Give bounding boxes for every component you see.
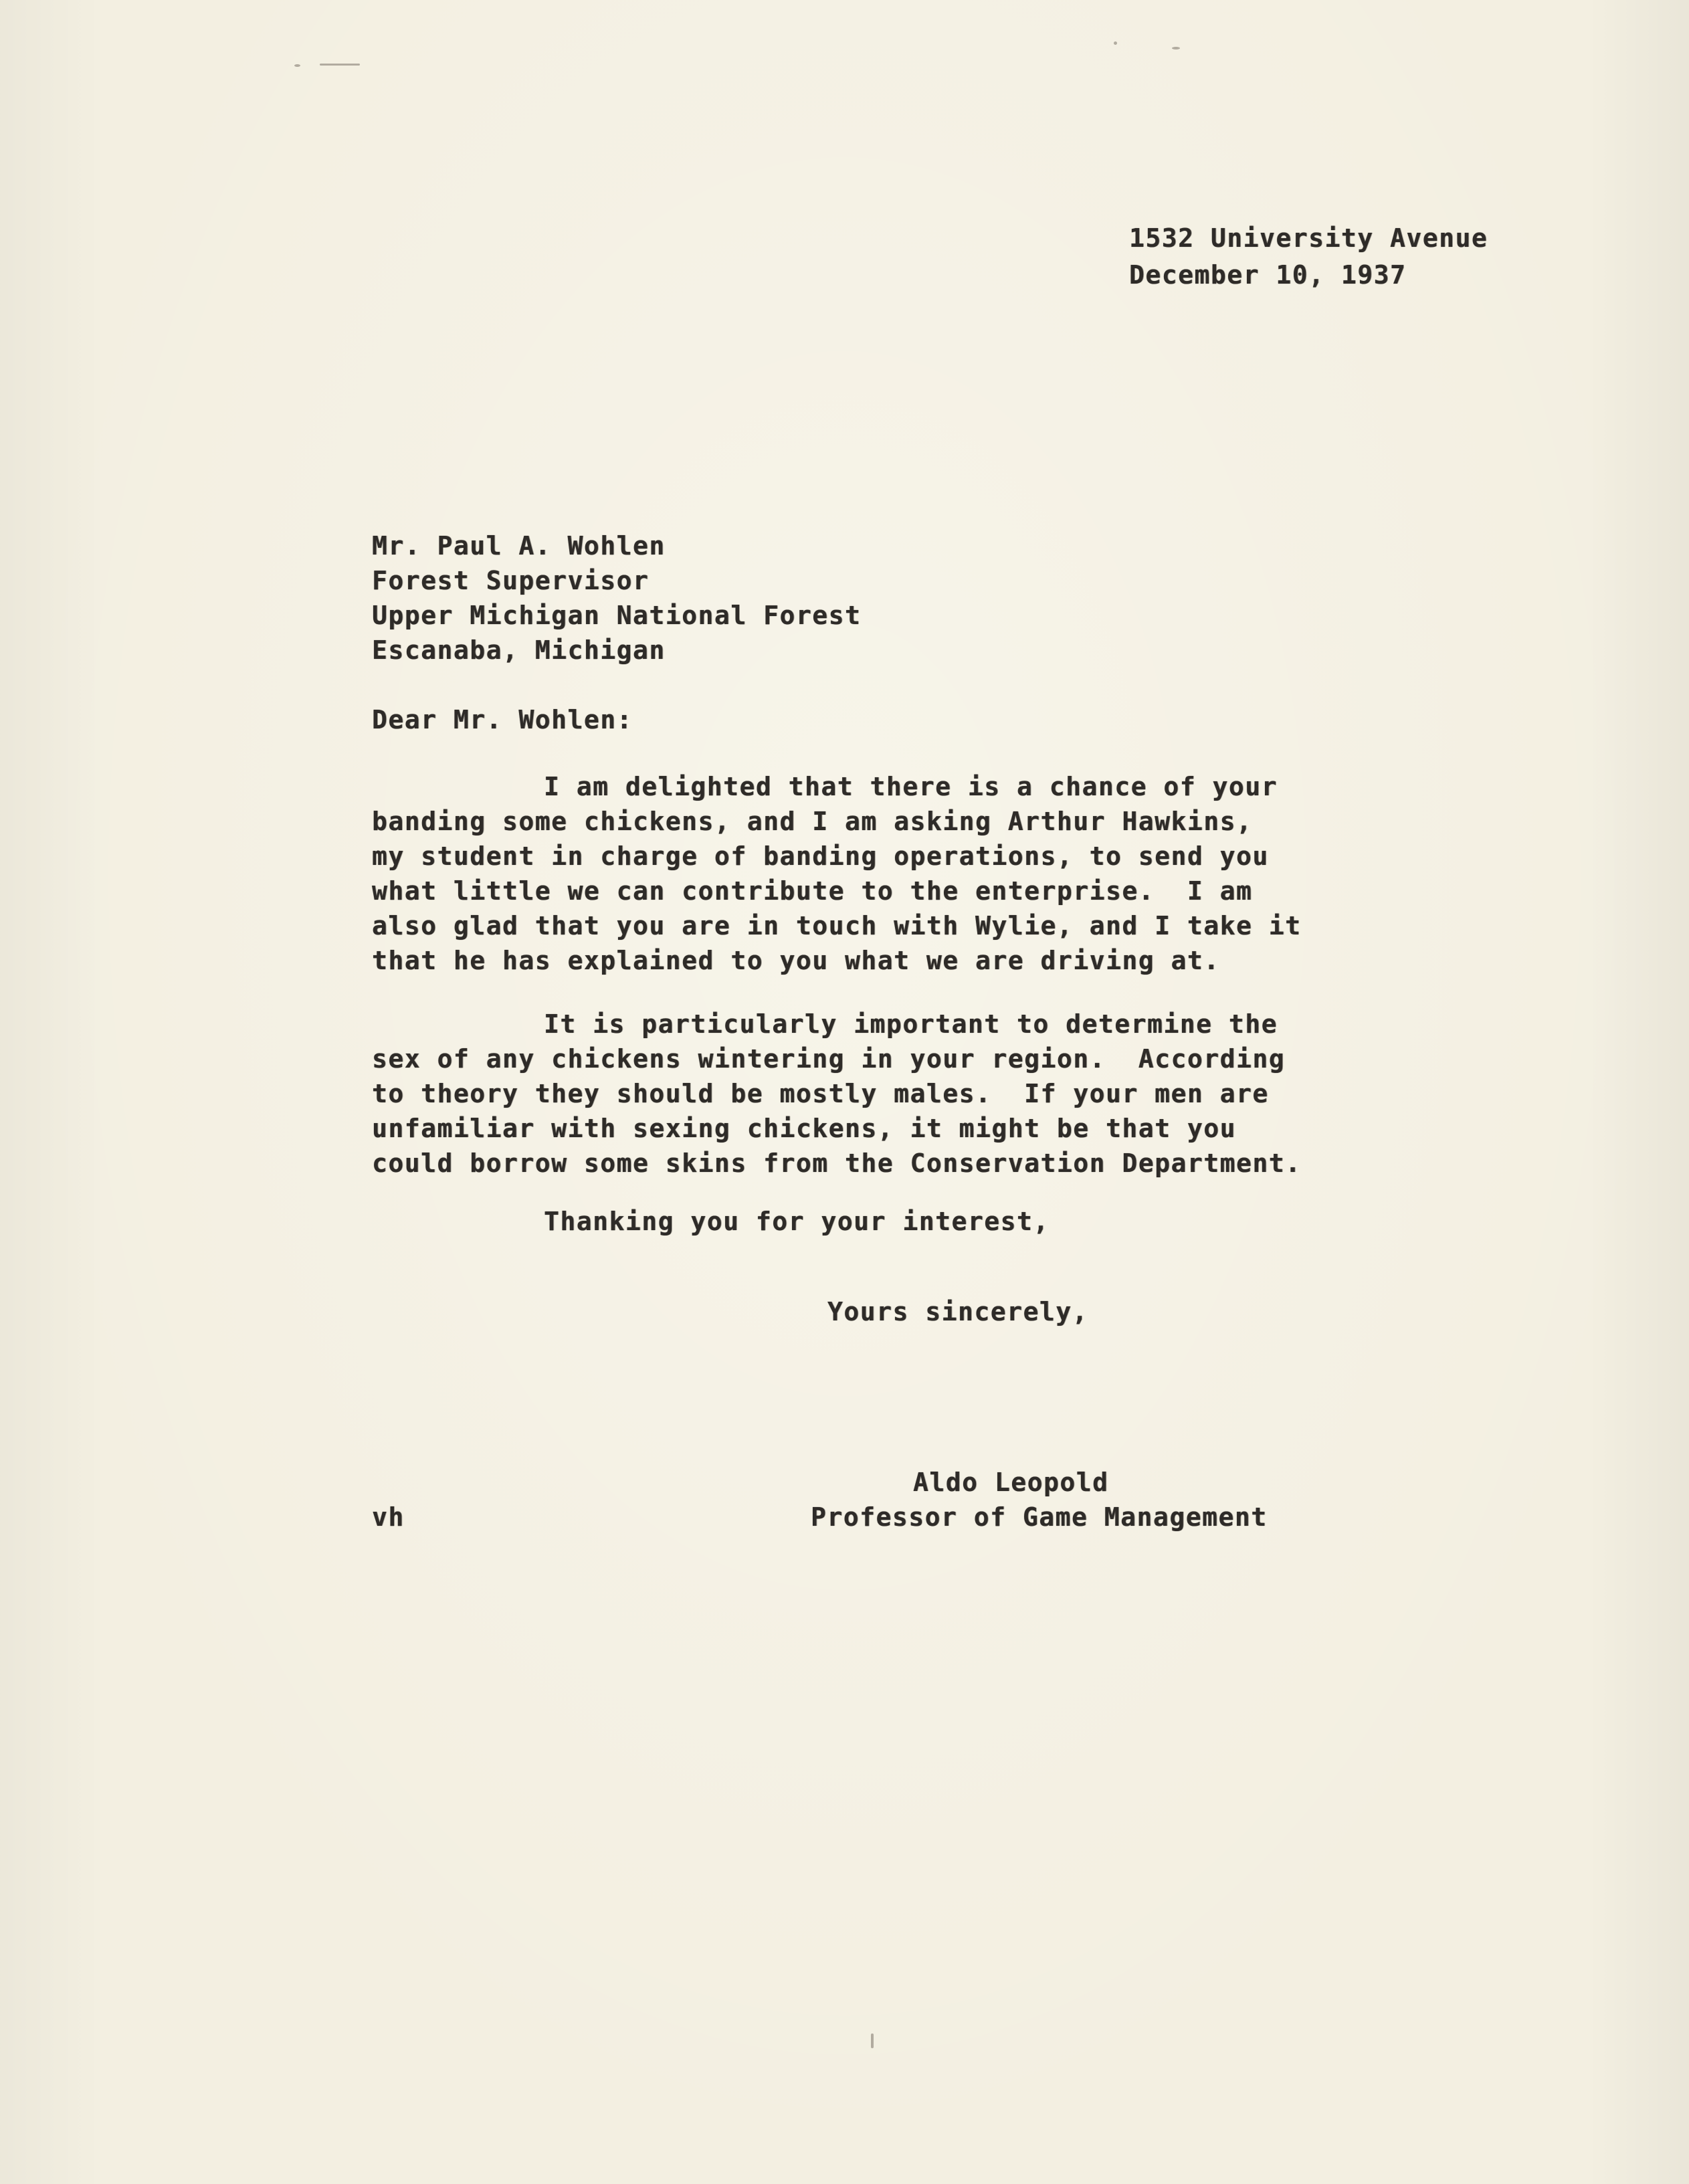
paper-mark <box>1172 47 1180 49</box>
salutation: Dear Mr. Wohlen: <box>372 705 633 734</box>
paper-mark <box>294 64 300 67</box>
paragraph-1-line: I am delighted that there is a chance of your <box>544 772 1278 801</box>
closing: Yours sincerely, <box>827 1297 1089 1326</box>
recipient-organization: Upper Michigan National Forest <box>372 601 862 630</box>
paragraph-2-line: unfamiliar with sexing chickens, it might be that you <box>372 1114 1237 1143</box>
recipient-city: Escanaba, Michigan <box>372 635 666 665</box>
thanks-line: Thanking you for your interest, <box>544 1207 1050 1236</box>
recipient-name: Mr. Paul A. Wohlen <box>372 531 666 561</box>
paragraph-2-line: sex of any chickens wintering in your region. According <box>372 1044 1286 1074</box>
paragraph-1-line: also glad that you are in touch with Wylie, and I take it <box>372 911 1302 940</box>
sender-address: 1532 University Avenue <box>1129 223 1488 253</box>
recipient-title: Forest Supervisor <box>372 566 650 595</box>
paragraph-1-line: banding some chickens, and I am asking Arthur Hawkins, <box>372 807 1253 836</box>
signer-title: Professor of Game Management <box>811 1502 1268 1532</box>
signer-name: Aldo Leopold <box>913 1468 1109 1497</box>
paper-mark <box>1114 41 1117 45</box>
paper-mark <box>320 64 360 66</box>
paragraph-2-line: could borrow some skins from the Conservation Department. <box>372 1149 1302 1178</box>
paragraph-1-line: what little we can contribute to the enterprise. I am <box>372 876 1253 906</box>
paragraph-2-line: It is particularly important to determine the <box>544 1009 1278 1039</box>
paragraph-1-line: that he has explained to you what we are driving at. <box>372 946 1220 975</box>
paragraph-1-line: my student in charge of banding operations, to send you <box>372 841 1269 871</box>
typist-initials: vh <box>372 1502 405 1532</box>
letter-date: December 10, 1937 <box>1129 260 1407 290</box>
paragraph-2-line: to theory they should be mostly males. If your men are <box>372 1079 1269 1108</box>
paper-mark <box>871 2033 874 2048</box>
